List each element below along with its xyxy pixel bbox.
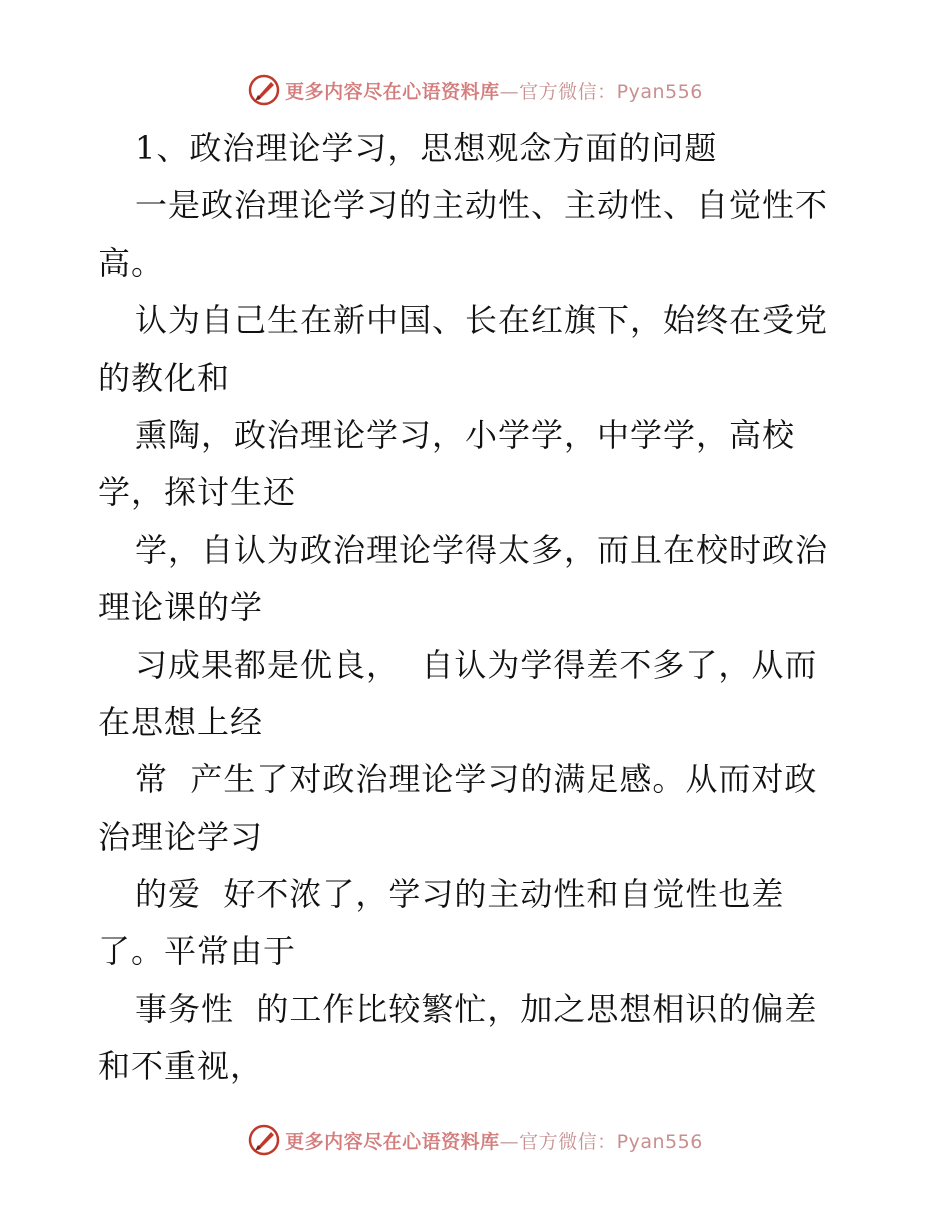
quill-pen-logo-icon <box>247 73 281 107</box>
watermark-dash: — <box>499 80 520 103</box>
text-line: 常 产生了对政治理论学习的满足感。从而对政 <box>135 760 818 799</box>
text-line: 一是政治理论学习的主动性、主动性、自觉性不 <box>135 186 829 225</box>
watermark-wechat-text: 官方微信：Pyan556 <box>519 1130 703 1153</box>
watermark-site-text: 更多内容尽在心语资料库 <box>285 1130 500 1153</box>
text-line: 习成果都是优良， 自认为学得差不多了，从而 <box>135 645 818 684</box>
watermark-wechat-text: 官方微信：Pyan556 <box>519 80 703 103</box>
text-line: 了。平常由于 <box>98 932 297 971</box>
document-body <box>98 120 858 1096</box>
text-line: 理论课的学 <box>98 588 264 627</box>
text-line: 学，探讨生还 <box>98 473 297 512</box>
text-line: 认为自己生在新中国、长在红旗下，始终在受党 <box>135 301 829 340</box>
watermark-dash: — <box>499 1130 520 1153</box>
text-line: 的爱 好不浓了，学习的主动性和自觉性也差 <box>135 875 785 914</box>
text-line: 治理论学习 <box>98 817 264 856</box>
watermark-site-text: 更多内容尽在心语资料库 <box>285 80 500 103</box>
text-line: 学，自认为政治理论学得太多，而且在校时政治 <box>135 530 829 569</box>
text-line: 事务性 的工作比较繁忙，加之思想相识的偏差 <box>135 989 818 1028</box>
header-watermark <box>0 70 950 110</box>
text-line: 的教化和 <box>98 358 231 397</box>
footer-watermark <box>0 1120 950 1160</box>
text-line: 1、政治理论学习，思想观念方面的问题 <box>135 129 718 167</box>
text-line: 在思想上经 <box>98 702 264 741</box>
text-line: 和不重视， <box>98 1047 264 1086</box>
text-line: 高。 <box>98 243 165 282</box>
text-line: 熏陶，政治理论学习，小学学，中学学，高校 <box>135 415 796 454</box>
quill-pen-logo-icon <box>247 1123 281 1157</box>
